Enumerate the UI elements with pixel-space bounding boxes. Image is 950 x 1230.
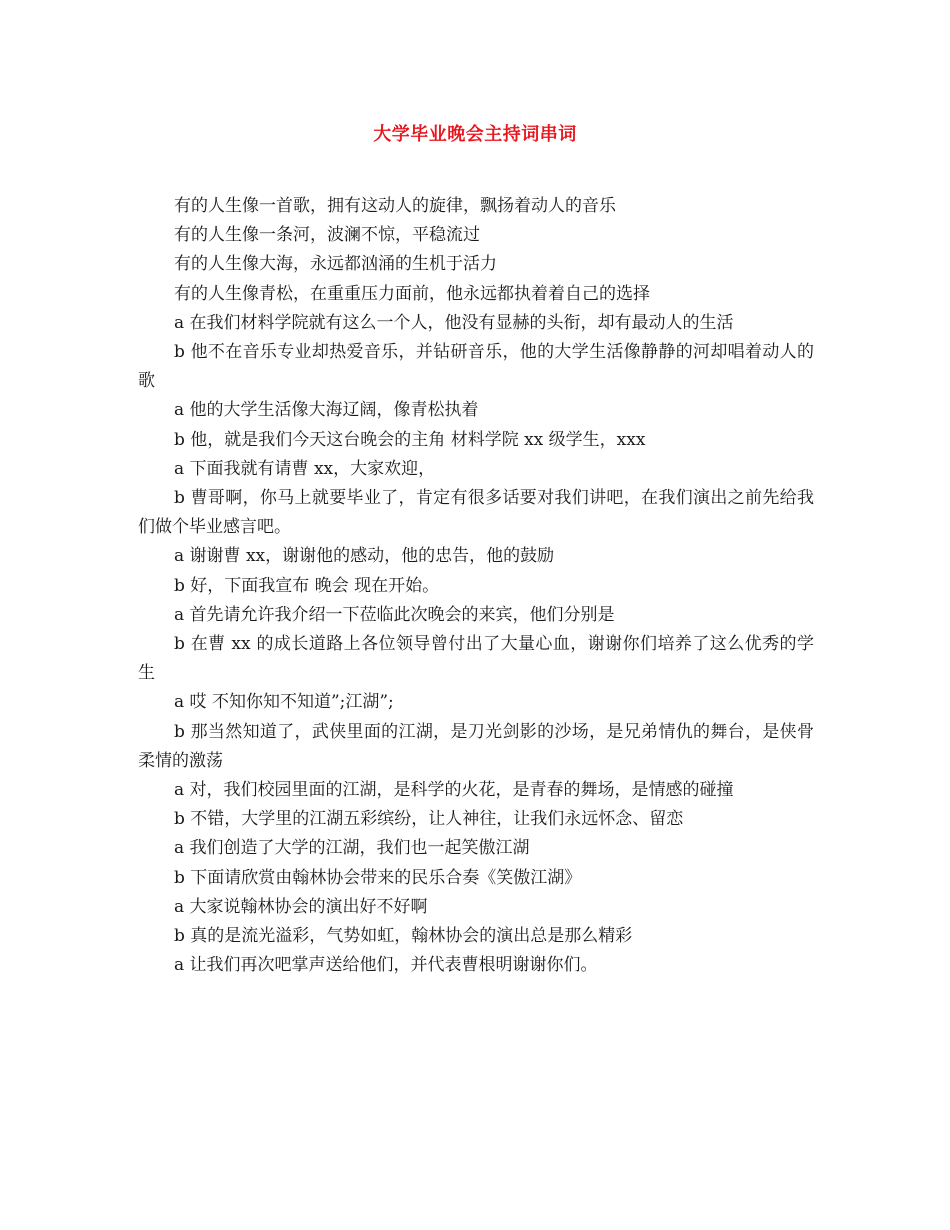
paragraph-1: 有的人生像一首歌，拥有这动人的旋律，飘扬着动人的音乐 (174, 196, 616, 216)
document-title: 大学毕业晚会主持词串词 (373, 124, 577, 145)
paragraph-13: a 首先请允许我介绍一下莅临此次晚会的来宾，他们分别是 (174, 604, 615, 625)
paragraph-14: b 在曹 xx 的成长道路上各位领导曾付出了大量心血，谢谢你们培养了这么优秀的学生 (138, 634, 814, 684)
paragraph-5: a 在我们材料学院就有这么一个人，他没有显赫的头衔，却有最动人的生活 (174, 312, 734, 333)
paragraph-18: b 不错，大学里的江湖五彩缤纷，让人神往，让我们永远怀念、留恋 (174, 809, 684, 830)
paragraph-17: a 对，我们校园里面的江湖，是科学的火花，是青春的舞场，是情感的碰撞 (174, 780, 734, 801)
paragraph-4: 有的人生像青松，在重重压力面前，他永远都执着着自己的选择 (174, 283, 650, 304)
paragraph-11: a 谢谢曹 xx，谢谢他的感动，他的忠告，他的鼓励 (174, 546, 555, 567)
paragraph-12: b 好，下面我宣布 晚会 现在开始。 (174, 575, 440, 596)
paragraph-9: a 下面我就有请曹 xx，大家欢迎， (174, 458, 436, 479)
document-body (138, 192, 814, 980)
paragraph-3: 有的人生像大海，永远都汹涌的生机于活力 (174, 254, 497, 275)
paragraph-7: a 他的大学生活像大海辽阔，像青松执着 (174, 400, 479, 421)
paragraph-2: 有的人生像一条河，波澜不惊，平稳流过 (174, 225, 480, 246)
paragraph-19: a 我们创造了大学的江湖，我们也一起笑傲江湖 (174, 838, 530, 859)
paragraph-6: b 他不在音乐专业却热爱音乐，并钻研音乐，他的大学生活像静静的河却唱着动人的歌 (138, 342, 814, 392)
paragraph-10: b 曹哥啊，你马上就要毕业了，肯定有很多话要对我们讲吧，在我们演出之前先给我们做个毕业感言吧。 (138, 488, 814, 538)
paragraph-22: b 真的是流光溢彩，气势如虹，翰林协会的演出总是那么精彩 (174, 926, 633, 947)
paragraph-23: a 让我们再次吧掌声送给他们，并代表曹根明谢谢你们。 (174, 955, 598, 976)
paragraph-8: b 他，就是我们今天这台晚会的主角 材料学院 xx 级学生，xxx (174, 429, 646, 450)
paragraph-16: b 那当然知道了，武侠里面的江湖，是刀光剑影的沙场，是兄弟情仇的舞台，是侠骨柔情的激荡 (138, 721, 814, 771)
paragraph-21: a 大家说翰林协会的演出好不好啊 (174, 896, 428, 917)
paragraph-20: b 下面请欣赏由翰林协会带来的民乐合奏《笑傲江湖》 (174, 867, 582, 888)
paragraph-15: a 哎 不知你知不知道”;江湖”; (174, 692, 394, 713)
